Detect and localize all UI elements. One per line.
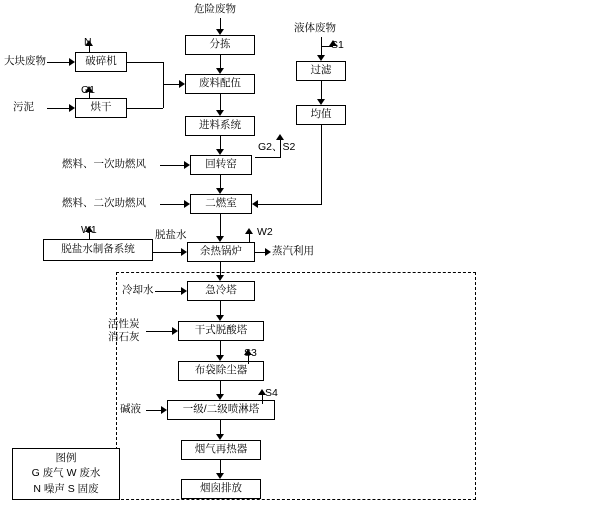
arrowhead-blending-left-in (179, 80, 185, 88)
arrowhead-filtration-in (317, 55, 325, 61)
liquid-waste-label: 液体废物 (294, 22, 336, 34)
stream-label-n: N (84, 36, 92, 48)
arrowhead-dryer-in (69, 104, 75, 112)
legend-title: 图例 (55, 452, 77, 465)
node-dryer[interactable]: 烘干 (75, 98, 127, 118)
arrowhead-boiler-in (216, 236, 224, 242)
arrowhead-s1 (329, 40, 337, 46)
connector-w2-vert (249, 234, 250, 242)
connector-alkali-scrubber (146, 410, 161, 411)
arrowhead-chamber-right-in (252, 200, 258, 208)
arrowhead-s4 (258, 389, 266, 395)
arrowhead-boiler-left-in (181, 248, 187, 256)
arrowhead-deacid-in (216, 315, 224, 321)
node-waste-heat-boiler[interactable]: 余热锅炉 (187, 242, 255, 262)
node-homogenization[interactable]: 均值 (296, 105, 346, 125)
connector-coolingwater-quench (155, 291, 181, 292)
node-feeding-system[interactable]: 进料系统 (185, 116, 255, 136)
connector-kilnair-kiln (160, 165, 184, 166)
activated-carbon-lime-label-line2: 消石灰 (108, 331, 140, 343)
arrowhead-homogenization-in (317, 99, 325, 105)
arrowhead-sorting-in (216, 29, 224, 35)
connector-chamberair-chamber (160, 204, 184, 205)
connector-quench-deacid (220, 301, 221, 315)
connector-carbonlime-deacid (146, 331, 172, 332)
connector-feeding-kiln (220, 136, 221, 149)
legend-box (12, 448, 120, 500)
node-stack-emission[interactable]: 烟囱排放 (181, 479, 261, 499)
arrowhead-scrubber-in (216, 394, 224, 400)
arrowhead-reheater-in (216, 434, 224, 440)
connector-sludge-dryer (47, 108, 69, 109)
arrowhead-quench-in (216, 275, 224, 281)
connector-desal-boiler (153, 252, 181, 253)
connector-filtration-homogenization (321, 81, 322, 99)
connector-w1 (89, 232, 90, 239)
connector-bus-blending (163, 84, 179, 85)
arrowhead-deacid-left-in (172, 327, 178, 335)
arrowhead-w2 (245, 228, 253, 234)
arrowhead-s3 (244, 349, 252, 355)
connector-blending-feeding (220, 94, 221, 110)
connector-bulkwaste-crusher (47, 62, 69, 63)
connector-s4-vert (262, 395, 263, 404)
connector-deacid-bagfilter (220, 341, 221, 355)
connector-hazwaste-sorting (220, 18, 221, 29)
stream-label-s3: S3 (244, 347, 257, 359)
connector-dryer-bus (127, 108, 163, 109)
node-secondary-chamber[interactable]: 二燃室 (190, 194, 252, 214)
connector-chamber-boiler (220, 214, 221, 236)
connector-scrubber-reheater (220, 420, 221, 434)
arrowhead-chamber-air-in (184, 200, 190, 208)
arrowhead-kiln-air-in (184, 161, 190, 169)
node-bag-filter[interactable]: 布袋除尘器 (178, 361, 264, 381)
connector-n-noise (89, 46, 90, 53)
node-flue-gas-reheater[interactable]: 烟气再热器 (181, 440, 261, 460)
node-crusher[interactable]: 破碎机 (75, 52, 127, 72)
stream-label-desalted-water: 脱盐水 (155, 229, 187, 241)
node-two-stage-scrubber[interactable]: 一级/二级喷淋塔 (167, 400, 275, 420)
bulk-waste-label: 大块废物 (4, 55, 46, 67)
stream-label-s1: S1 (331, 39, 344, 51)
arrowhead-kiln-in (216, 149, 224, 155)
node-dry-deacidification-tower[interactable]: 干式脱酸塔 (178, 321, 264, 341)
connector-homogenization-to-chamber (258, 204, 322, 205)
connector-g1-gas (89, 92, 90, 99)
arrowhead-feeding-in (216, 110, 224, 116)
arrowhead-chamber-in (216, 188, 224, 194)
hazardous-waste-label: 危险废物 (194, 3, 236, 15)
stream-label-g1: G1 (81, 84, 96, 96)
chamber-air-label: 燃料、二次助燃风 (62, 197, 146, 209)
arrowhead-quench-left-in (181, 287, 187, 295)
node-sorting[interactable]: 分拣 (185, 35, 255, 55)
connector-s3 (248, 355, 249, 364)
legend-line-2: N 噪声 S 固废 (33, 482, 99, 495)
arrowhead-crusher-in (69, 58, 75, 66)
connector-crusher-bus (127, 62, 163, 63)
arrowhead-g2s2 (276, 134, 284, 140)
node-waste-blending[interactable]: 废料配伍 (185, 74, 255, 94)
connector-bagfilter-scrubber (220, 381, 221, 394)
cooling-water-label: 冷却水 (122, 284, 154, 296)
arrowhead-g1 (85, 86, 93, 92)
node-rotary-kiln[interactable]: 回转窑 (190, 155, 252, 175)
arrowhead-scrubber-left-in (161, 406, 167, 414)
kiln-air-label: 燃料、一次助燃风 (62, 158, 146, 170)
connector-sorting-blending (220, 55, 221, 68)
connector-kiln-chamber (220, 175, 221, 188)
arrowhead-blending-in-top (216, 68, 224, 74)
sludge-label: 污泥 (13, 101, 34, 113)
arrowhead-steam (265, 248, 271, 256)
connector-dryer-bus-up (163, 84, 164, 108)
connector-homogenization-down (321, 125, 322, 204)
node-desalination-system[interactable]: 脱盐水制备系统 (43, 239, 153, 261)
steam-use-label: 蒸汽利用 (272, 245, 314, 257)
connector-crusher-bus-down (163, 62, 164, 84)
stream-label-w1: W1 (81, 224, 97, 236)
arrowhead-bagfilter-in (216, 355, 224, 361)
arrowhead-stack-in (216, 473, 224, 479)
connector-g2s2-horizontal (255, 157, 281, 158)
arrowhead-w1 (85, 226, 93, 232)
connector-reheater-stack (220, 460, 221, 473)
connector-s1-branch (321, 46, 333, 47)
node-filtration[interactable]: 过滤 (296, 61, 346, 81)
arrowhead-n (85, 40, 93, 46)
node-quench-tower[interactable]: 急冷塔 (187, 281, 255, 301)
stream-label-s4: S4 (265, 387, 278, 399)
legend-line-1: G 废气 W 废水 (31, 467, 101, 480)
connector-g2s2-vertical (280, 140, 281, 158)
stream-label-w2: W2 (257, 226, 273, 238)
stream-label-g2-s2: G2、S2 (258, 141, 296, 153)
activated-carbon-lime-label-line1: 活性炭 (108, 318, 140, 330)
connector-boiler-quench (220, 262, 221, 275)
alkali-liquor-label: 碱液 (120, 403, 141, 415)
flue-gas-treatment-group (116, 272, 476, 500)
